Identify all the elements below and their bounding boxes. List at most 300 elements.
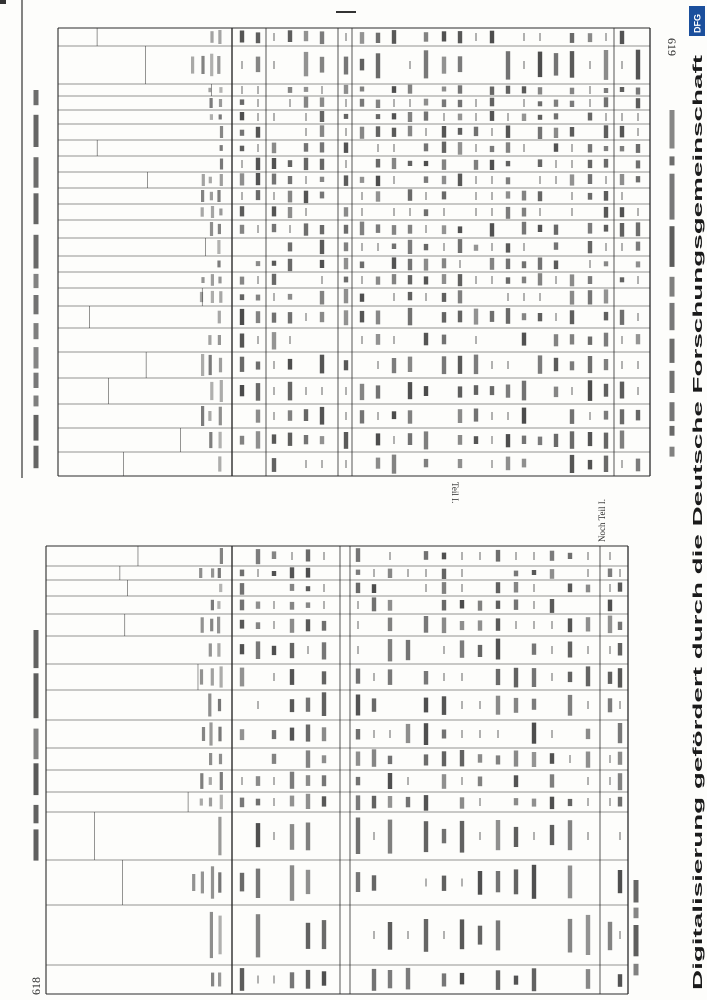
table-cell-dash: [389, 730, 390, 738]
table-cell-value: [392, 113, 396, 119]
table-cell-value: [620, 146, 624, 151]
table-cell-value: [514, 775, 518, 787]
table-cell-dash: [475, 276, 476, 284]
table-cell-value: [554, 100, 558, 107]
table-cell-value: [604, 384, 608, 397]
table-cell-value: [458, 409, 462, 423]
table-cell-value: [636, 459, 640, 472]
table-cell-value: [608, 698, 612, 712]
table-cell-value: [272, 571, 276, 576]
column-header-label: [191, 57, 194, 74]
table-cell-value: [550, 797, 554, 809]
table-cell-value: [604, 312, 608, 321]
table-cell-dash: [621, 192, 622, 200]
table-cell-value: [506, 457, 510, 471]
table-cell-value: [288, 87, 292, 93]
table-cell-dash: [533, 621, 534, 629]
running-header-text: [34, 446, 39, 469]
running-header-text: [34, 396, 39, 407]
table-cell-value: [288, 30, 292, 42]
table-cell-value: [256, 362, 260, 370]
table-cell-value: [522, 436, 526, 444]
table-cell-dash: [273, 673, 274, 681]
table-cell-dash: [393, 176, 394, 184]
table-cell-dash: [425, 569, 426, 577]
table-cell-value: [356, 818, 360, 855]
table-cell-value: [522, 459, 526, 468]
table-cell-value: [256, 32, 260, 43]
table-cell-value: [240, 668, 244, 687]
table-cell-value: [550, 774, 554, 787]
table-cell-value: [306, 586, 310, 591]
table-cell-value: [290, 567, 294, 578]
table-cell-value: [554, 242, 558, 249]
table-cell-value: [392, 158, 396, 169]
table-cell-value: [304, 191, 308, 203]
table-cell-value: [388, 970, 392, 988]
table-cell-value: [458, 128, 462, 135]
table-cell-value: [496, 601, 500, 609]
table-cell-value: [586, 915, 590, 955]
table-cell-value: [586, 969, 590, 989]
table-cell-dash: [589, 61, 590, 69]
table-cell-dash: [507, 293, 508, 301]
table-cell-dash: [533, 832, 534, 840]
table-cell-dash: [361, 276, 362, 284]
table-cell-value: [514, 976, 518, 985]
table-cell-dash: [373, 730, 374, 738]
table-cell-dash: [257, 276, 258, 284]
table-cell-value: [538, 258, 542, 270]
column-header-label: [220, 795, 223, 810]
table-cell-dash: [321, 276, 322, 284]
table-cell-value: [458, 274, 462, 286]
table-cell-value: [442, 356, 446, 374]
table-cell-value: [514, 827, 518, 847]
column-header-label: [217, 240, 220, 254]
column-header-label: [209, 355, 212, 375]
table-cell-value: [442, 876, 446, 891]
table-cell-value: [240, 644, 244, 654]
table-cell-dash: [605, 33, 606, 41]
table-cell-dash: [273, 777, 274, 785]
table-cell-value: [460, 973, 464, 985]
table-cell-value: [356, 669, 360, 684]
table-cell-value: [496, 820, 500, 850]
table-cell-value: [532, 799, 536, 807]
table-cell-dash: [273, 33, 274, 41]
table-cell-value: [604, 333, 608, 347]
table-cell-dash: [273, 293, 274, 301]
table-cell-dash: [323, 552, 324, 560]
table-cell-value: [256, 158, 260, 170]
table-cell-dash: [257, 701, 258, 709]
table-cell-dash: [345, 99, 346, 107]
table-cell-value: [458, 174, 462, 187]
table-cell-value: [320, 291, 324, 305]
table-cell-value: [344, 242, 348, 251]
column-header-label: [218, 568, 221, 578]
table-cell-value: [636, 98, 640, 108]
table-cell-dash: [571, 208, 572, 216]
running-header-text: [34, 90, 39, 105]
column-header-label: [208, 88, 211, 92]
table-cell-dash: [273, 621, 274, 629]
table-cell-value: [620, 223, 624, 237]
table-cell-value: [306, 698, 310, 712]
table-cell-value: [272, 730, 276, 739]
table-cell-dash: [491, 436, 492, 444]
table-cell-value: [478, 645, 482, 657]
table-cell-value: [570, 310, 574, 324]
table-cell-value: [458, 226, 462, 233]
table-cell-value: [272, 458, 276, 472]
table-cell-value: [392, 128, 396, 137]
gutter-mark: [336, 11, 356, 13]
table-cell-value: [588, 144, 592, 152]
table-cell-dash: [523, 243, 524, 251]
table-cell-dash: [373, 569, 374, 577]
table-cell-dash: [515, 552, 516, 560]
table-cell-value: [442, 696, 446, 715]
table-cell-value: [604, 359, 608, 370]
table-cell-value: [618, 622, 622, 630]
table-cell-value: [442, 973, 446, 986]
table-cell-dash: [555, 276, 556, 284]
table-cell-value: [620, 409, 624, 424]
table-cell-dash: [491, 243, 492, 251]
table-cell-value: [588, 160, 592, 168]
table-cell-value: [532, 570, 536, 575]
table-cell-value: [532, 644, 536, 655]
table-cell-dash: [609, 798, 610, 806]
column-header-label: [211, 973, 214, 987]
table-cell-value: [240, 130, 244, 136]
table-cell-value: [240, 112, 244, 120]
table-cell-dash: [443, 113, 444, 121]
table-cell-value: [588, 33, 592, 42]
table-cell-value: [240, 873, 244, 892]
table-cell-value: [588, 356, 592, 373]
table-cell-value: [442, 176, 446, 184]
table-cell-dash: [443, 208, 444, 216]
table-cell-value: [636, 50, 640, 80]
table-cell-value: [636, 334, 640, 344]
table-cell-value: [442, 126, 446, 138]
table-cell-value: [506, 142, 510, 153]
column-header-label: [218, 973, 221, 987]
column-header-label: [217, 643, 220, 657]
table-cell-value: [442, 99, 446, 107]
table-cell-value: [240, 173, 244, 185]
column-header-label: [201, 872, 204, 894]
table-cell-dash: [475, 33, 476, 41]
table-cell-value: [496, 696, 500, 715]
table-cell-value: [604, 433, 608, 449]
page-number-right: 619: [665, 38, 679, 56]
table-cell-value: [442, 553, 446, 560]
table-cell-dash: [443, 673, 444, 681]
column-header-label: [210, 192, 213, 201]
table-cell-value: [306, 794, 310, 809]
table-cell-dash: [539, 33, 540, 41]
table-cell-value: [408, 161, 412, 166]
table-cell-value: [256, 431, 260, 448]
table-cell-dash: [409, 208, 410, 216]
table-cell-value: [554, 128, 558, 138]
section-label-left: Noch Teil I.: [597, 499, 607, 542]
table-cell-value: [256, 549, 260, 564]
table-cell-value: [356, 548, 360, 562]
table-cell-value: [288, 382, 292, 401]
table-cell-value: [288, 312, 292, 323]
table-cell-value: [490, 146, 494, 152]
table-cell-value: [360, 222, 364, 236]
table-cell-value: [344, 57, 348, 75]
table-cell-value: [376, 100, 380, 108]
table-cell-dash: [289, 336, 290, 344]
column-header-label: [220, 666, 223, 687]
table-cell-dash: [621, 361, 622, 369]
table-cell-dash: [621, 460, 622, 468]
table-cell-value: [256, 622, 260, 629]
table-cell-dash: [409, 99, 410, 107]
running-header-text: [670, 426, 675, 436]
table-cell-dash: [425, 584, 426, 592]
table-cell-value: [344, 85, 348, 94]
table-cell-value: [256, 57, 260, 73]
table-cell-value: [474, 355, 478, 375]
table-cell-value: [356, 872, 360, 892]
table-cell-value: [532, 968, 536, 991]
table-cell-dash: [589, 412, 590, 420]
table-cell-value: [376, 191, 380, 201]
table-cell-dash: [461, 777, 462, 785]
table-cell-value: [490, 31, 494, 44]
table-cell-dash: [377, 412, 378, 420]
table-cell-value: [588, 432, 592, 446]
table-cell-value: [442, 31, 446, 41]
table-cell-value: [568, 866, 572, 899]
table-cell-value: [570, 51, 574, 78]
table-cell-value: [290, 796, 294, 807]
column-header-label: [219, 87, 222, 93]
table-cell-value: [240, 31, 244, 43]
table-cell-value: [604, 50, 608, 80]
column-header-label: [218, 311, 221, 324]
table-cell-value: [304, 158, 308, 170]
running-header-text: [670, 277, 675, 297]
table-cell-value: [408, 240, 412, 254]
column-header-label: [219, 291, 222, 303]
table-cell-value: [424, 616, 428, 633]
table-cell-value: [424, 551, 428, 560]
table-cell-value: [490, 311, 494, 322]
table-cell-value: [532, 752, 536, 767]
table-cell-value: [306, 750, 310, 767]
table-cell-dash: [475, 192, 476, 200]
column-header-label: [211, 274, 214, 286]
table-cell-value: [636, 88, 640, 95]
table-cell-dash: [605, 113, 606, 121]
table-cell-value: [538, 355, 542, 373]
table-cell-value: [272, 174, 276, 185]
table-cell-dash: [305, 460, 306, 468]
table-cell-value: [290, 772, 294, 789]
table-cell-dash: [491, 176, 492, 184]
table-cell-dash: [637, 113, 638, 121]
table-cell-value: [442, 618, 446, 634]
table-cell-dash: [273, 113, 274, 121]
running-header-text: [670, 371, 675, 393]
table-cell-value: [458, 386, 462, 397]
table-cell-value: [506, 161, 510, 166]
table-cell-value: [474, 160, 478, 170]
table-cell-value: [424, 161, 428, 166]
column-header-label: [209, 643, 212, 656]
table-cell-value: [406, 968, 410, 990]
table-cell-value: [460, 919, 464, 949]
column-header-label: [210, 98, 213, 108]
table-cell-value: [240, 620, 244, 629]
table-cell-value: [322, 671, 326, 684]
table-cell-value: [360, 410, 364, 423]
table-cell-value: [408, 357, 412, 372]
table-cell-value: [388, 922, 392, 950]
table-cell-value: [320, 240, 324, 254]
running-header-text: [34, 193, 39, 224]
table-cell-dash: [443, 646, 444, 654]
table-cell-value: [408, 292, 412, 300]
table-cell-dash: [307, 646, 308, 654]
table-cell-value: [442, 293, 446, 302]
column-header-label: [219, 754, 222, 764]
table-cell-value: [424, 821, 428, 852]
table-cell-value: [490, 160, 494, 170]
table-cell-value: [272, 143, 276, 154]
table-cell-value: [320, 312, 324, 322]
table-cell-value: [360, 177, 364, 183]
table-cell-value: [322, 971, 326, 985]
table-cell-value: [460, 621, 464, 630]
table-cell-value: [424, 333, 428, 346]
column-header-label: [211, 568, 214, 577]
table-cell-value: [478, 777, 482, 787]
table-cell-value: [290, 643, 294, 658]
table-cell-dash: [345, 128, 346, 136]
table-cell-value: [240, 334, 244, 348]
table-cell-value: [372, 875, 376, 890]
column-header-label: [200, 799, 203, 806]
table-cell-value: [376, 126, 380, 137]
table-cell-value: [320, 142, 324, 152]
running-header-text: [670, 156, 675, 165]
table-cell-value: [604, 125, 608, 138]
table-cell-value: [288, 207, 292, 218]
table-cell-dash: [273, 601, 274, 609]
running-header-text: [34, 729, 39, 760]
table-cell-value: [344, 143, 348, 153]
table-cell-dash: [305, 313, 306, 321]
table-cell-value: [344, 277, 348, 283]
table-cell-value: [388, 756, 392, 764]
table-cell-value: [514, 600, 518, 610]
table-cell-value: [424, 143, 428, 151]
table-cell-value: [320, 57, 324, 73]
table-cell-dash: [377, 361, 378, 369]
table-cell-dash: [571, 144, 572, 152]
table-cell-value: [372, 969, 376, 991]
table-cell-value: [460, 600, 464, 609]
table-cell-value: [424, 723, 428, 745]
table-cell-value: [586, 585, 590, 593]
table-cell-dash: [539, 208, 540, 216]
table-cell-dash: [555, 160, 556, 168]
table-cell-value: [570, 455, 574, 473]
table-cell-value: [306, 568, 310, 578]
table-cell-value: [424, 112, 428, 121]
table-cell-value: [458, 435, 462, 445]
table-cell-dash: [257, 336, 258, 344]
table-cell-dash: [555, 313, 556, 321]
table-cell-value: [538, 273, 542, 285]
table-cell-value: [424, 244, 428, 250]
table-cell-value: [356, 583, 360, 593]
table-cell-dash: [637, 208, 638, 216]
table-cell-dash: [305, 113, 306, 121]
table-cell-value: [618, 643, 622, 656]
table-cell-value: [570, 174, 574, 185]
table-cell-value: [306, 870, 310, 894]
table-cell-value: [604, 411, 608, 420]
table-cell-value: [290, 972, 294, 988]
table-cell-value: [424, 386, 428, 396]
table-cell-value: [272, 206, 276, 216]
table-cell-dash: [257, 113, 258, 121]
table-cell-value: [570, 127, 574, 137]
table-cell-value: [554, 261, 558, 270]
table-cell-value: [608, 600, 612, 612]
table-cell-value: [458, 56, 462, 72]
table-cell-dash: [461, 569, 462, 577]
table-cell-value: [240, 600, 244, 611]
table-cell-value: [288, 191, 292, 203]
table-cell-dash: [551, 673, 552, 681]
table-cell-dash: [637, 276, 638, 284]
table-cell-value: [506, 385, 510, 398]
column-header-label: [209, 798, 212, 807]
table-cell-value: [442, 582, 446, 594]
table-cell-value: [442, 829, 446, 843]
column-header-label: [220, 174, 223, 186]
table-cell-value: [256, 641, 260, 659]
table-cell-value: [304, 97, 308, 108]
table-cell-dash: [507, 412, 508, 420]
table-cell-value: [424, 754, 428, 765]
table-cell-dash: [461, 730, 462, 738]
table-cell-value: [406, 797, 410, 807]
table-cell-value: [608, 616, 612, 634]
table-cell-dash: [273, 61, 274, 69]
table-cell-dash: [345, 387, 346, 395]
table-cell-value: [306, 725, 310, 742]
table-cell-dash: [637, 387, 638, 395]
table-cell-value: [320, 407, 324, 425]
table-cell-value: [458, 239, 462, 253]
column-header-label: [219, 432, 222, 449]
table-cell-value: [538, 115, 542, 120]
table-cell-dash: [475, 208, 476, 216]
